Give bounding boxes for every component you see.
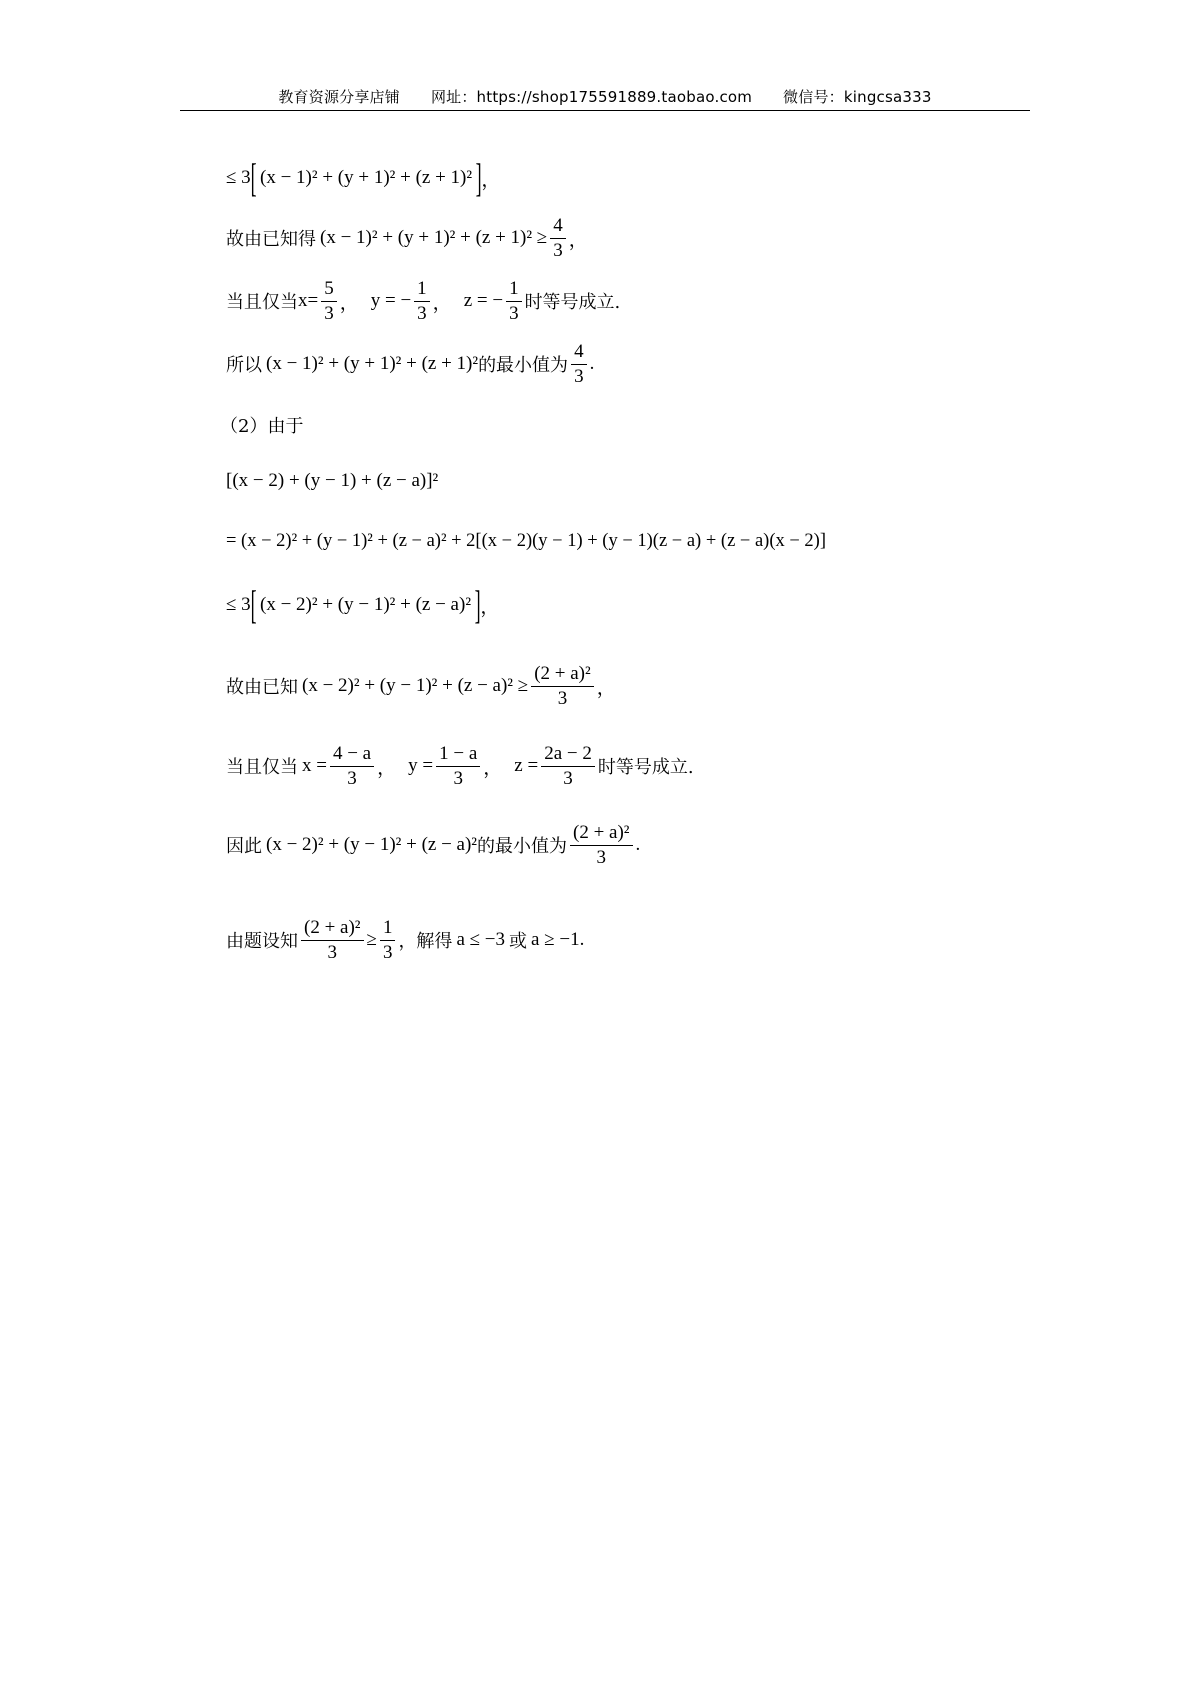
line-12-result-1: a ≤ −3 <box>456 929 506 951</box>
line-2-fraction <box>550 215 566 262</box>
right-bracket: ] <box>474 582 481 627</box>
line-12-text: 由题设知 <box>226 931 298 953</box>
shop-name: 教育资源分享店铺 <box>278 88 400 106</box>
fraction-numerator: (2 + a)² <box>570 822 633 846</box>
line-4-mid: 的最小值为 <box>478 355 569 377</box>
page-header <box>180 86 1030 107</box>
line-4-tail: . <box>589 353 595 375</box>
fraction-numerator: 1 − a <box>436 743 480 767</box>
z-fraction <box>506 278 522 325</box>
fraction-numerator: 5 <box>321 278 337 302</box>
line-4-fraction <box>571 341 587 388</box>
line-10-sep2: ， <box>483 757 503 779</box>
line-10-sep1: ， <box>377 757 397 779</box>
fraction-denominator: 3 <box>509 302 519 324</box>
line-8-tail: ， <box>480 596 500 618</box>
left-bracket: [ <box>250 582 257 627</box>
line-9-tail: ， <box>596 677 616 699</box>
line-11 <box>226 822 640 869</box>
fraction-numerator: (2 + a)² <box>301 917 364 941</box>
fraction-denominator: 3 <box>453 767 463 789</box>
line-2-text: 故由已知得 <box>226 229 316 251</box>
line-12-ge: ≥ <box>366 929 377 951</box>
line-10-z-eq: z = <box>514 755 539 777</box>
line-4-expr: (x − 1)² + (y + 1)² + (z + 1)² <box>266 353 479 375</box>
line-12-fraction-right <box>380 917 396 964</box>
fraction-numerator: (2 + a)² <box>531 663 594 687</box>
line-1-lead: ≤ 3 <box>226 167 251 188</box>
site-label: 网址： <box>430 88 477 106</box>
fraction-denominator: 3 <box>557 687 568 709</box>
wechat-label: 微信号： <box>783 88 844 106</box>
fraction-denominator: 3 <box>327 941 337 963</box>
fraction-denominator: 3 <box>382 941 393 963</box>
fraction-denominator: 3 <box>553 239 563 261</box>
line-1-tail: ， <box>481 169 501 191</box>
line-12 <box>226 917 584 964</box>
fraction-numerator: 1 <box>506 278 522 302</box>
fraction-denominator: 3 <box>417 302 427 324</box>
line-10-text: 当且仅当 <box>226 757 298 779</box>
line-3-y-eq: y = − <box>370 290 412 312</box>
line-9-expr: (x − 2)² + (y − 1)² + (z − a)² ≥ <box>302 675 529 697</box>
line-10 <box>226 743 694 790</box>
line-3-sep2: ， <box>432 292 452 314</box>
fraction-numerator: 4 − a <box>330 743 374 767</box>
line-9 <box>226 663 616 710</box>
line-3-sep1: ， <box>339 292 359 314</box>
line-6 <box>226 470 438 492</box>
line-11-fraction <box>570 822 633 869</box>
y-fraction <box>414 278 430 325</box>
line-8-body: (x − 2)² + (y − 1)² + (z − a)² <box>260 594 472 615</box>
fraction-numerator: 4 <box>571 341 587 365</box>
fraction-numerator: 2a − 2 <box>541 743 595 767</box>
fraction-numerator: 1 <box>414 278 430 302</box>
line-3-x-eq: x= <box>298 290 319 312</box>
site-url: https://shop175591889.taobao.com <box>476 88 753 106</box>
x-fraction <box>321 278 337 325</box>
line-2 <box>226 215 588 262</box>
line-4-text: 所以 <box>226 355 262 377</box>
fraction-denominator: 3 <box>596 846 606 868</box>
line-12-tail: . <box>579 929 585 951</box>
line-3-text: 当且仅当 <box>226 292 298 314</box>
line-3 <box>226 278 620 325</box>
fraction-numerator: 4 <box>550 215 566 239</box>
right-bracket: ] <box>475 155 482 200</box>
left-bracket: [ <box>250 155 257 200</box>
line-11-tail: . <box>635 834 641 856</box>
line-4 <box>226 341 594 388</box>
line-2-tail: ， <box>568 229 588 251</box>
z-fraction <box>541 743 595 790</box>
line-9-text: 故由已知 <box>226 677 298 699</box>
line-7 <box>226 531 826 552</box>
line-2-expr: (x − 1)² + (y + 1)² + (z + 1)² ≥ <box>320 227 548 249</box>
line-8 <box>226 582 500 627</box>
line-12-fraction-left <box>301 917 364 964</box>
line-6-expr: [(x − 2) + (y − 1) + (z − a)]² <box>226 470 439 491</box>
line-10-y-eq: y = <box>408 755 434 777</box>
line-8-lead: ≤ 3 <box>226 594 251 615</box>
fraction-denominator: 3 <box>324 302 334 324</box>
fraction-numerator: 1 <box>380 917 396 941</box>
header-rule <box>180 110 1030 111</box>
line-12-result-2: a ≥ −1 <box>531 929 580 951</box>
line-9-fraction <box>531 663 594 710</box>
fraction-denominator: 3 <box>574 365 584 387</box>
fraction-denominator: 3 <box>563 767 573 789</box>
line-10-x-eq: x = <box>302 755 327 777</box>
line-12-mid: ，解得 <box>398 931 453 953</box>
line-3-tail: 时等号成立. <box>524 292 621 314</box>
line-5 <box>220 412 303 438</box>
fraction-denominator: 3 <box>347 767 357 789</box>
line-10-tail: 时等号成立. <box>597 757 694 779</box>
y-fraction <box>436 743 480 790</box>
line-11-expr: (x − 2)² + (y − 1)² + (z − a)² <box>266 834 477 856</box>
line-1-body: (x − 1)² + (y + 1)² + (z + 1)² <box>260 167 473 188</box>
line-12-or: 或 <box>509 931 528 953</box>
line-11-mid: 的最小值为 <box>477 836 567 858</box>
line-5-text: （2）由于 <box>220 416 304 437</box>
wechat-id: kingcsa333 <box>843 88 932 106</box>
line-3-z-eq: z = − <box>463 290 504 312</box>
line-11-text: 因此 <box>226 836 262 858</box>
x-fraction <box>330 743 374 790</box>
line-1 <box>226 155 501 200</box>
line-7-expr: = (x − 2)² + (y − 1)² + (z − a)² + 2[(x − 2)(y − 1) + (y − 1)(z − a) + (z − a)(x − 2)] <box>226 531 826 551</box>
